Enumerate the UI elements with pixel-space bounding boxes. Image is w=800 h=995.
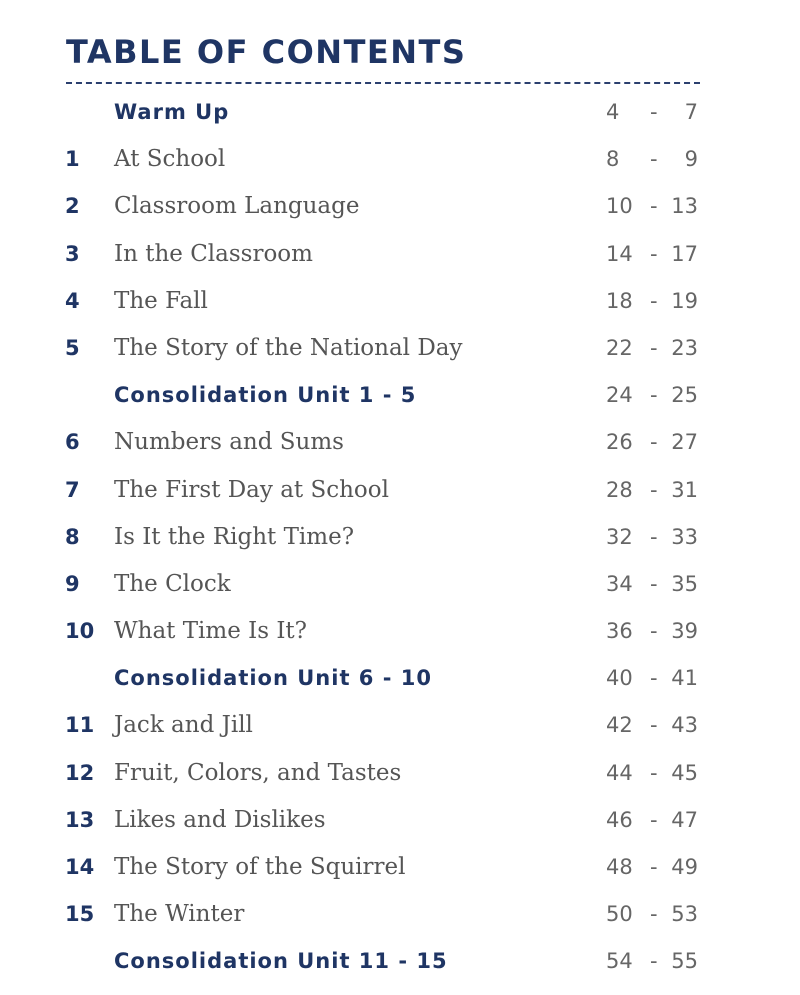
page-start: 10 <box>606 194 633 219</box>
page-start: 54 <box>606 949 633 974</box>
toc-lesson-row <box>0 749 800 796</box>
page-range <box>606 854 698 880</box>
lesson-number: 10 <box>65 619 95 644</box>
page-range <box>606 477 698 503</box>
page-end: 9 <box>684 147 698 172</box>
page-range-dash: - <box>650 713 658 738</box>
lesson-number: 2 <box>65 194 80 219</box>
section-title: Consolidation Unit 11 - 15 <box>114 949 448 974</box>
lesson-title: Likes and Dislikes <box>114 806 326 833</box>
lesson-number: 1 <box>65 147 80 172</box>
page-start: 32 <box>606 524 633 549</box>
lesson-title: Is It the Right Time? <box>114 523 355 550</box>
toc-lesson-row <box>0 513 800 560</box>
lesson-title: The Story of the Squirrel <box>114 854 406 880</box>
page-range-dash: - <box>650 571 658 596</box>
page-start: 18 <box>606 288 633 313</box>
lesson-number: 3 <box>65 241 80 266</box>
page-range <box>606 618 698 644</box>
page-range <box>606 288 698 314</box>
page-range-dash: - <box>650 335 658 360</box>
lesson-title: The Winter <box>114 901 245 928</box>
lesson-title: Fruit, Colors, and Tastes <box>114 759 402 786</box>
lesson-title: The First Day at School <box>114 476 389 503</box>
toc-lesson-row <box>0 843 800 890</box>
lesson-title: In the Classroom <box>114 240 313 267</box>
page-end: 31 <box>671 477 698 502</box>
page-range <box>606 571 698 597</box>
page-range <box>606 335 698 361</box>
page-range-dash: - <box>650 383 658 408</box>
page-start: 48 <box>606 855 633 879</box>
page-start: 14 <box>606 241 633 266</box>
toc-section-row <box>0 654 800 701</box>
lesson-title: Jack and Jill <box>114 712 253 739</box>
page-start: 36 <box>606 619 633 644</box>
page-start: 42 <box>606 713 633 738</box>
page-range-dash: - <box>650 902 658 927</box>
page-start: 40 <box>606 666 633 691</box>
toc-section-row <box>0 937 800 984</box>
page-range-dash: - <box>650 666 658 691</box>
lesson-number: 13 <box>65 807 95 832</box>
toc-section-row <box>0 88 800 135</box>
toc-lesson-row <box>0 796 800 843</box>
page-end: 43 <box>671 713 698 738</box>
page-end: 19 <box>671 288 698 313</box>
page-end: 7 <box>684 100 698 124</box>
page-start: 26 <box>606 430 633 455</box>
lesson-title: The Fall <box>114 287 208 314</box>
page-range <box>606 146 698 172</box>
page-end: 17 <box>671 241 698 266</box>
page-start: 8 <box>606 147 620 172</box>
page-start: 22 <box>606 335 633 360</box>
page-start: 50 <box>606 902 633 927</box>
page-start: 34 <box>606 571 633 596</box>
page-start: 24 <box>606 383 633 408</box>
page-end: 49 <box>671 855 698 879</box>
page-range <box>606 712 698 738</box>
lesson-number: 4 <box>65 288 80 313</box>
page-range <box>606 241 698 267</box>
page-start: 46 <box>606 807 633 832</box>
page-range <box>606 193 698 219</box>
toc-lesson-row <box>0 701 800 748</box>
page-end: 53 <box>671 902 698 927</box>
page-end: 41 <box>671 666 698 691</box>
lesson-number: 11 <box>65 713 95 738</box>
lesson-number: 7 <box>65 477 80 502</box>
page-range-dash: - <box>650 619 658 644</box>
page-range-dash: - <box>650 524 658 549</box>
section-title: Consolidation Unit 6 - 10 <box>114 666 432 691</box>
page-end: 55 <box>671 949 698 974</box>
lesson-number: 12 <box>65 760 95 785</box>
page-range-dash: - <box>650 147 658 172</box>
toc-lesson-row <box>0 135 800 182</box>
page-range <box>606 901 698 927</box>
page-range <box>606 948 698 974</box>
page-range <box>606 99 698 125</box>
page-range-dash: - <box>650 760 658 785</box>
section-title: Consolidation Unit 1 - 5 <box>114 383 417 408</box>
lesson-title: Numbers and Sums <box>114 429 344 456</box>
toc-lesson-row <box>0 560 800 607</box>
section-title: Warm Up <box>114 100 230 124</box>
lesson-number: 6 <box>65 430 80 455</box>
toc-lesson-row <box>0 466 800 513</box>
page-range <box>606 807 698 833</box>
page-start: 44 <box>606 760 633 785</box>
toc-lesson-row <box>0 607 800 654</box>
lesson-title: The Story of the National Day <box>114 334 463 361</box>
page-range <box>606 382 698 408</box>
page-range-dash: - <box>650 807 658 832</box>
lesson-number: 9 <box>65 571 80 596</box>
lesson-title: What Time Is It? <box>114 618 308 645</box>
lesson-title: Classroom Language <box>114 193 360 220</box>
page-range-dash: - <box>650 241 658 266</box>
page-range <box>606 524 698 550</box>
page-range-dash: - <box>650 288 658 313</box>
toc-list <box>0 88 800 985</box>
page-range-dash: - <box>650 100 658 124</box>
page-end: 45 <box>671 760 698 785</box>
lesson-number: 14 <box>65 855 95 879</box>
page-end: 25 <box>671 383 698 408</box>
lesson-title: At School <box>114 146 226 173</box>
page-range <box>606 665 698 691</box>
page-range <box>606 760 698 786</box>
toc-lesson-row <box>0 890 800 937</box>
lesson-number: 15 <box>65 902 95 927</box>
page-end: 13 <box>671 194 698 219</box>
toc-lesson-row <box>0 182 800 229</box>
lesson-number: 8 <box>65 524 80 549</box>
lesson-title: The Clock <box>114 570 231 597</box>
page-start: 4 <box>606 100 620 124</box>
page-end: 33 <box>671 524 698 549</box>
page-end: 39 <box>671 619 698 644</box>
page-range-dash: - <box>650 430 658 455</box>
page-start: 28 <box>606 477 633 502</box>
toc-lesson-row <box>0 230 800 277</box>
page-range-dash: - <box>650 194 658 219</box>
page-end: 47 <box>671 807 698 832</box>
toc-lesson-row <box>0 418 800 465</box>
page-end: 35 <box>671 571 698 596</box>
page-range <box>606 429 698 455</box>
toc-lesson-row <box>0 324 800 371</box>
page-title: TABLE OF CONTENTS <box>66 33 467 71</box>
toc-section-row <box>0 371 800 418</box>
page-range-dash: - <box>650 855 658 879</box>
page-range-dash: - <box>650 477 658 502</box>
dashed-divider <box>66 82 700 84</box>
lesson-number: 5 <box>65 335 80 360</box>
toc-lesson-row <box>0 277 800 324</box>
page-end: 23 <box>671 335 698 360</box>
page-range-dash: - <box>650 949 658 974</box>
page-end: 27 <box>671 430 698 455</box>
